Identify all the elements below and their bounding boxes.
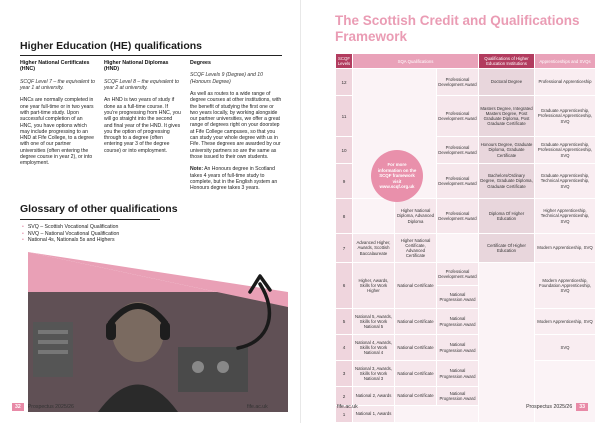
hnc-level-7: Higher National Certificate, Advanced Certificate [395, 234, 436, 262]
npa-level-3: National Progression Award [437, 361, 478, 386]
header-apprenticeships: Apprenticeships and SVQs [535, 54, 595, 68]
nc-level-3: National Certificate [395, 361, 436, 386]
pda-level-6: Professional Development Award [437, 263, 478, 285]
hei-masters: Masters Degree, Integrated Masters Degree, Post Graduate Diploma, Post Graduate Certificate [479, 96, 534, 136]
glossary-item-nvq: • NVQ – National Vocational Qualification [22, 231, 119, 238]
pda-level-8: Professional Development Award [437, 199, 478, 233]
prospectus-label-right: Prospectus 2025/26 [526, 404, 573, 410]
page-number-right: 33 [576, 403, 588, 411]
level-3: 3 [336, 361, 352, 386]
national-1: National 1, Awards [353, 406, 394, 422]
degrees-column [190, 60, 282, 191]
header-hei-qualifications: Qualifications of Higher Education Institutions [479, 54, 534, 68]
npa-level-4: National Progression Award [437, 335, 478, 360]
hnd-heading: Higher National Diplomas (HND) [104, 60, 169, 73]
pda-level-12: Professional Development Award [437, 69, 478, 95]
level-7: 7 [336, 234, 352, 262]
nc-level-4: National Certificate [395, 335, 436, 360]
right-page [300, 0, 600, 423]
he-qualifications-title: Higher Education (HE) qualifications [20, 40, 203, 52]
hei-honours: Honours Degree, Graduate Diploma, Graduate Certificate [479, 137, 534, 163]
hnc-column [20, 60, 96, 167]
level-11: 11 [336, 96, 352, 136]
hei-diploma: Diploma Of Higher Education [479, 199, 534, 233]
hei-doctoral: Doctoral Degree [479, 69, 534, 95]
hnc-body: HNCs are normally completed in one year full-time or in two years with part-time study. Upon successful completion of an HNC, you have options which may include progressing to an HND at Fife College, to a degree with one of our partner universities (often entering the degree course in year 2), or into employment. [20, 97, 94, 167]
degrees-subtitle: SCQF Levels 9 (Degree) and 10 (Honours Degree) [190, 72, 263, 85]
level-12: 12 [336, 69, 352, 95]
npa-level-5: National Progression Award [437, 309, 478, 334]
scqf-info-bubble[interactable]: For more information on the SCQF framework visit www.scqf.org.uk [371, 150, 423, 202]
level-2: 2 [336, 387, 352, 405]
app-level-5: Modern Apprenticeship, SVQ [535, 309, 595, 334]
app-level-7: Modern Apprenticeship, SVQ [535, 234, 595, 262]
note-text: An Honours degree in Scotland takes 4 years of full-time study to complete, but in the English system an Honours degree takes 3 years. [190, 166, 278, 192]
glossary-divider [20, 219, 160, 220]
hnc-subtitle: SCQF Level 7 – the equivalent to year 1 at university. [20, 78, 95, 92]
level-10: 10 [336, 137, 352, 163]
blank-hei-lower [479, 263, 534, 422]
npa-level-6: National Progression Award [437, 286, 478, 308]
page-number-left: 32 [12, 403, 24, 411]
level-1: 1 [336, 406, 352, 422]
level-6: 6 [336, 263, 352, 308]
website-link-left[interactable]: fife.ac.uk [247, 404, 268, 410]
level-9: 9 [336, 164, 352, 198]
title-divider [20, 55, 282, 56]
app-level-6: Modern Apprenticeship, Foundation Apprenticeship, SVQ [535, 263, 595, 308]
header-scqf-levels: SCQF Levels [337, 56, 351, 66]
higher-level-6: Higher, Awards, Skills for Work Higher [353, 263, 394, 308]
pda-level-10: Professional Development Award [437, 137, 478, 163]
glossary-list [22, 224, 119, 244]
scqf-title: The Scottish Credit and Qualifications Framework [335, 13, 580, 44]
prospectus-label-left: Prospectus 2025/26 [27, 404, 74, 410]
blank-level-8 [353, 199, 394, 233]
level-8: 8 [336, 199, 352, 233]
hei-certificate: Certificate Of Higher Education [479, 234, 534, 262]
advanced-higher-level-7: Advanced Higher, Awards, Scottish Baccalaureate [353, 234, 394, 262]
level-5: 5 [336, 309, 352, 334]
degrees-heading: Degrees [190, 60, 211, 66]
blank-app-lower [535, 361, 595, 422]
left-footer [12, 404, 74, 410]
glossary-title: Glossary of other qualifications [20, 203, 178, 215]
national-3: National 3, Awards, Skills for Work National 3 [353, 361, 394, 386]
hnd-column [104, 60, 182, 154]
hei-bachelors: Bachelors/Ordinary Degree, Graduate Diploma, Graduate Certificate [479, 164, 534, 198]
app-level-10: Graduate Apprenticeship, Professional Apprenticeship, SVQ [535, 137, 595, 163]
nc-level-5: National Certificate [395, 309, 436, 334]
level-4: 4 [336, 335, 352, 360]
app-level-8: Higher Apprenticeship, Technical Apprenticeship, SVQ [535, 199, 595, 233]
note-label: Note: [190, 166, 204, 173]
header-sqa-qualifications: SQA Qualifications [353, 54, 478, 68]
curved-arrow-icon [230, 262, 290, 352]
app-level-11: Graduate Apprenticeship, Professional Apprenticeship, SVQ [535, 96, 595, 136]
app-level-4: SVQ [535, 335, 595, 360]
right-footer [526, 404, 588, 410]
nc-level-6: National Certificate [395, 263, 436, 308]
degrees-note [190, 166, 282, 191]
website-link-right[interactable]: fife.ac.uk [337, 404, 358, 410]
blank-level-1 [395, 406, 478, 422]
pda-level-9: Professional Development Award [437, 164, 478, 198]
hnc-heading: Higher National Certificates (HNC) [20, 60, 90, 73]
pda-level-11: Professional Development Award [437, 96, 478, 136]
national-5: National 5, Awards, Skills for Work National 5 [353, 309, 394, 334]
nc-level-2: National Certificate [395, 387, 436, 405]
national-4: National 4, Awards, Skills for Work National 4 [353, 335, 394, 360]
app-level-9: Graduate Apprenticeship, Technical Apprenticeship, SVQ [535, 164, 595, 198]
degrees-body: As well as routes to a wide range of degree courses at other institutions, with the benefit of studying the first one or two years locally, by working alongside our partner universities, we offer a great range of degrees right on your doorstep at Fife College campuses, so that you can study your whole degree with us in Fife. These degrees are awarded by our university partners so are the same as those issued to their own students. [190, 91, 282, 160]
blank-pda-level-7 [437, 234, 478, 262]
npa-level-2: National Progression Award [437, 387, 478, 405]
app-level-12: Professional Apprenticeship [535, 69, 595, 95]
glossary-item-nationals: • National 4s, Nationals 5s and Highers [22, 237, 119, 244]
hnd-body: An HND is two years of study if done as a full-time course. If you're progressing from HNC, you will go straight into the second and final year of the HND. It gives you the option of progressing through to a degree (often entering year 3 of the degree course) or into employment. [104, 97, 181, 154]
hnd-level-8: Higher National Diploma, Advanced Diploma [395, 199, 436, 233]
national-2: National 2, Awards [353, 387, 394, 405]
hnd-subtitle: SCQF Level 8 – the equivalent to year 2 at university. [104, 78, 179, 92]
glossary-item-svq: • SVQ – Scottish Vocational Qualification [22, 224, 119, 231]
